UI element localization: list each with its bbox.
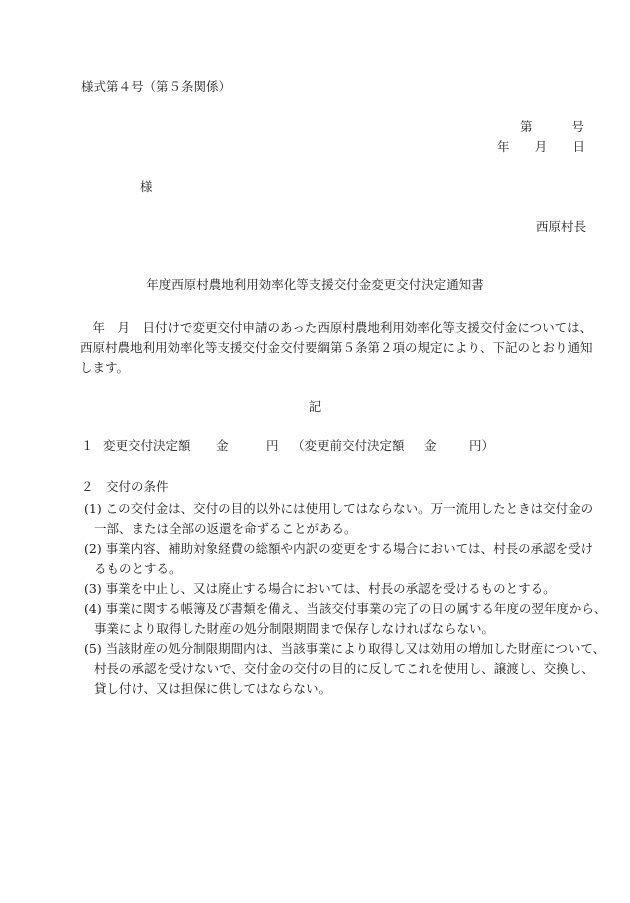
conditions-list [84, 499, 607, 699]
prev-amount-yen: 円） [469, 438, 495, 453]
issuer: 西原村長 [536, 219, 587, 234]
condition-line: 事業により取得した財産の処分制限期間まで保存しなければならない。 [94, 621, 495, 636]
document-date [497, 138, 585, 156]
condition-line: 貸し付け、又は担保に供してはならない。 [94, 681, 332, 696]
condition-item [84, 539, 594, 579]
condition-item [84, 579, 584, 599]
amount-label: 変更交付決定額 [103, 438, 191, 453]
condition-line: 一部、または全部の返還を命ずることがある。 [94, 521, 357, 536]
condition-line: (1) この交付金は、交付の目的以外には使用してはならない。万一流用したときは交付金の [84, 501, 594, 516]
amount-line [81, 437, 494, 455]
amount-kin: 金 [216, 438, 229, 453]
date-year: 年 [497, 139, 510, 154]
intro-line: します。 [80, 360, 130, 375]
condition-line: (2) 事業内容、補助対象経費の総額や内訳の変更をする場合においては、村長の承認を受け [84, 541, 594, 556]
condition-line: 村長の承認を受けないで、交付金の交付の目的に反してこれを使用し、譲渡し、交換し、 [94, 661, 594, 676]
condition-line: るものとする。 [94, 561, 182, 576]
conditions-heading: ２ 交付の条件 [81, 479, 169, 494]
date-day: 日 [572, 139, 585, 154]
intro-line: 年 月 日付けで変更交付申請のあった西原村農地利用効率化等支援交付金については、 [80, 320, 593, 335]
ki-heading: 記 [308, 399, 322, 414]
prev-amount-kin: 金 [424, 438, 437, 453]
condition-item [84, 599, 607, 639]
date-month: 月 [534, 139, 548, 154]
document-number-prefix: 第 [520, 119, 533, 134]
prev-amount-label: （変更前交付決定額 [292, 438, 405, 453]
condition-item [84, 639, 606, 699]
intro-paragraph [80, 318, 593, 378]
condition-line: (4) 事業に関する帳簿及び書類を備え、当該交付事業の完了の日の属する年度の翌年度から、 [84, 601, 607, 616]
document-number-suffix: 号 [571, 119, 584, 134]
document-title: 年度西原村農地利用効率化等支援交付金変更交付決定通知書 [146, 277, 484, 292]
condition-item [84, 499, 594, 539]
document-number [520, 118, 584, 136]
addressee: 様 [140, 179, 153, 194]
condition-line: (3) 事業を中止し、又は廃止する場合においては、村長の承認を受けるものとする。 [84, 581, 556, 596]
form-label: 様式第４号（第５条関係） [81, 79, 232, 94]
condition-line: (5) 当該財産の処分制限期間内は、当該事業により取得し又は効用の増加した財産について、 [84, 641, 606, 656]
amount-number: １ [81, 438, 94, 453]
intro-line: 西原村農地利用効率化等支援交付金交付要綱第５条第２項の規定により、下記のとおり通知 [80, 340, 593, 355]
amount-yen: 円 [266, 438, 279, 453]
